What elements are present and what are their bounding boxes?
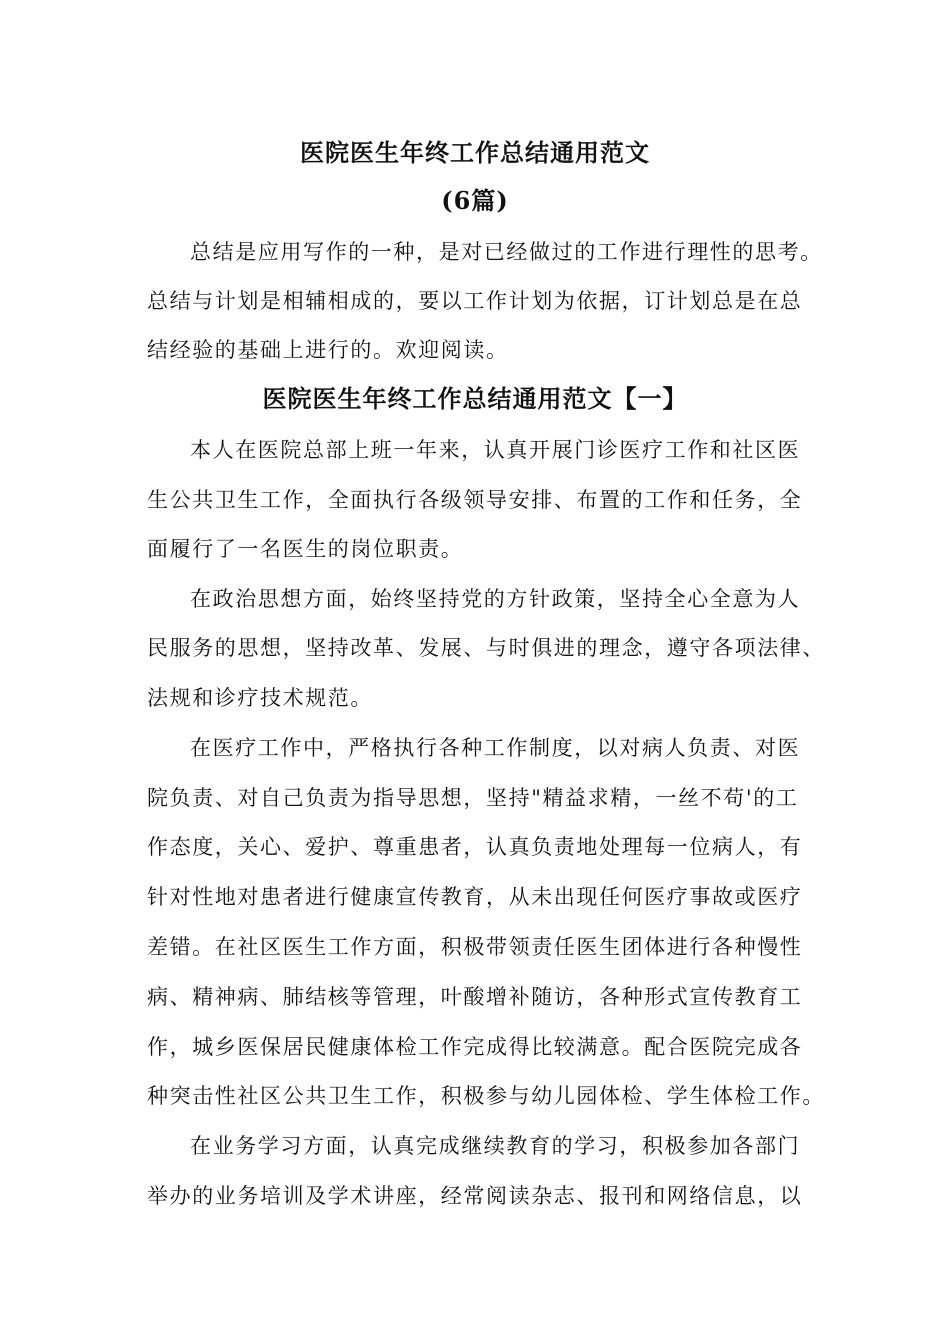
intro-line: 总结与计划是相辅相成的，要以工作计划为依据，订计划总是在总 bbox=[147, 289, 803, 313]
body-line: 病、精神病、肺结核等管理，叶酸增补随访，各种形式宣传教育工 bbox=[147, 985, 803, 1009]
body-line: 院负责、对自己负责为指导思想，坚持"精益求精，一丝不苟'的工 bbox=[147, 786, 799, 810]
section-heading: 医院医生年终工作总结通用范文【一】 bbox=[262, 384, 688, 413]
document-subtitle: (6篇) bbox=[441, 186, 509, 215]
body-line: 种突击性社区公共卫生工作，积极参与幼儿园体检、学生体检工作。 bbox=[147, 1084, 825, 1108]
body-line: 在政治思想方面，始终坚持党的方针政策，坚持全心全意为人 bbox=[190, 587, 801, 611]
body-line: 作态度，关心、爱护、尊重患者，认真负责地处理每一位病人，有 bbox=[147, 835, 803, 859]
body-line: 在业务学习方面，认真完成继续教育的学习，积极参加各部门 bbox=[190, 1134, 801, 1158]
body-line: 作，城乡医保居民健康体检工作完成得比较满意。配合医院完成各 bbox=[147, 1035, 803, 1059]
body-line: 举办的业务培训及学术讲座，经常阅读杂志、报刊和网络信息，以 bbox=[147, 1184, 803, 1208]
body-line: 法规和诊疗技术规范。 bbox=[147, 686, 373, 710]
intro-line: 总结是应用写作的一种，是对已经做过的工作进行理性的思考。 bbox=[190, 240, 823, 264]
body-line: 针对性地对患者进行健康宣传教育，从未出现任何医疗事故或医疗 bbox=[147, 885, 803, 909]
body-line: 民服务的思想，坚持改革、发展、与时俱进的理念，遵守各项法律、 bbox=[147, 636, 825, 660]
intro-line: 结经验的基础上进行的。欢迎阅读。 bbox=[147, 338, 509, 362]
body-line: 在医疗工作中，严格执行各种工作制度，以对病人负责、对医 bbox=[190, 736, 801, 760]
body-line: 面履行了一名医生的岗位职责。 bbox=[147, 537, 464, 561]
document-title: 医院医生年终工作总结通用范文 bbox=[300, 138, 650, 167]
body-line: 生公共卫生工作，全面执行各级领导安排、布置的工作和任务，全 bbox=[147, 488, 803, 512]
body-line: 差错。在社区医生工作方面，积极带领责任医生团体进行各种慢性 bbox=[147, 935, 803, 959]
body-line: 本人在医院总部上班一年来，认真开展门诊医疗工作和社区医 bbox=[190, 438, 801, 462]
